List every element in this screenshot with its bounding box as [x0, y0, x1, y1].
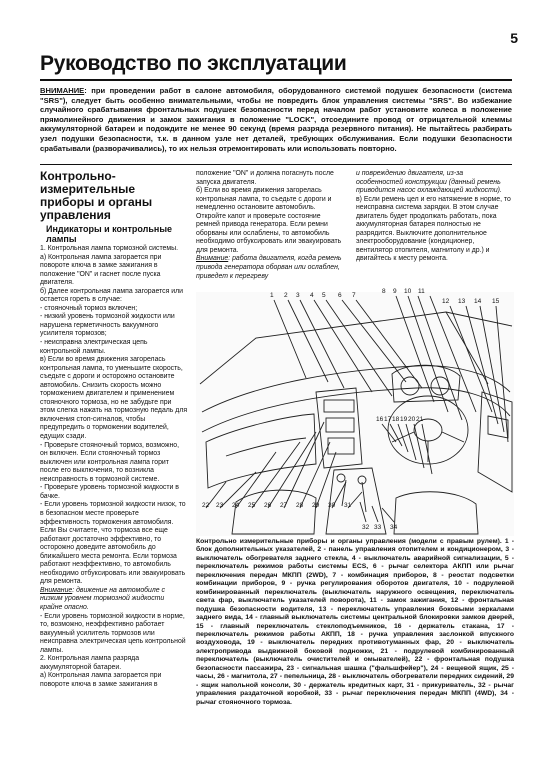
- note-text: : работа двигателя, когда ремень привода генератора оборван или ослаблен, приведет к перегреву: [196, 255, 342, 280]
- callout-17: 17: [384, 416, 392, 423]
- page-title: Руководство по эксплуатации: [40, 52, 347, 75]
- note-lead: Внимание: [40, 586, 73, 594]
- callout-20: 20: [408, 416, 416, 423]
- callout-10: 10: [404, 288, 412, 295]
- callout-13: 13: [458, 298, 466, 305]
- callout-29: 29: [312, 502, 320, 509]
- subsection-heading: Индикаторы и контрольные лампы: [46, 224, 173, 244]
- note-lead: Внимание: [196, 255, 229, 263]
- belt-note: [196, 255, 346, 281]
- callout-11: 11: [418, 288, 425, 295]
- callout-24: 24: [232, 502, 240, 509]
- column-2-body: положение "ON" и должна погаснуть после запуска двигателя. б) Если во время движения загорелась контрольная лампа, то съедьте с дороги и немедленно остановите автомобиль. Откройте капот и проверьте состояние ремней привода генератора. Если ремни оборваны или ослаблены, то автомобиль необходимо отбуксировать или эвакуировать для ремонта.: [196, 170, 342, 254]
- note-text: : движение на автомобиле с низким уровнем тормозной жидкости крайне опасно.: [40, 586, 165, 611]
- callout-8: 8: [382, 288, 386, 295]
- callout-30: 30: [328, 502, 336, 509]
- callout-12: 12: [442, 298, 450, 305]
- page-number: 5: [510, 30, 518, 46]
- diagram-caption: Контрольно измерительные приборы и органы управления (модели с правым рулем). 1 - блок дополнительных указателей, 2 - панель управления отопителем и кондиционером, 3 - выключатель обогревателя заднего стекла, 4 - выключатель аварийной сигнализации, 5 - переключатель режимов работы системы ECS, 6 - рычаг селектора АКПП или рычаг переключения передач МКПП (2WD), 7 - комбинация приборов, 8 - реостат подсветки комбинации приборов, 9 - ручка регулирования оборотов двигателя, 10 - подрулевой комбинированный переключатель (выключатель наружного освещения, переключатель света фар, выключатель указателей поворота), 11 - замок зажигания, 12 - фронтальная подушка безопасности водителя, 13 - переключатель управления боковыми зеркалами заднего вида, 14 - главный выключатель системы центральной блокировки замков дверей, 15 - главный переключатель стеклоподъемников, 16 - держатель стакана, 17 - переключатель режимов работы АКПП, 18 - ручка управления заслонкой впускного воздуховода, 19 - выключатель передних противотуманных фар, 20 - выключатель электропривода выдвижной боковой подножки, 21 - подрулевой комбинированный переключатель (выключатель очистителей и омывателей), 22 - фронтальная подушка безопасности пассажира, 23 - сигнальная шашка ("фальшфейер"), 24 - вещевой ящик, 25 - часы, 26 - магнитола, 27 - пепельница, 28 - выключатель обогреватели передних сидений, 29 - ящик напольной консоли, 30 - держатель кредитных карт, 31 - прикуриватель, 32 - рычаг управления раздаточной коробкой, 33 - рычаг переключения передач МКПП (4WD), 34 - рычаг стояночного тормоза.: [196, 538, 514, 706]
- callout-34: 34: [390, 524, 398, 531]
- column-1-body: 1. Контрольная лампа тормозной системы. а) Контрольная лампа загорается при повороте ключа в замке зажигания в положение "ON" и гаснет после пуска двигателя. б) Далее контрольная лампа загорается или остается гореть в случае: - стояночный тормоз включен; - низкий уровень тормозной жидкости или нарушена герметичность вакуумного усилителя тормозов; - неисправна электрическая цепь контрольной лампы. в) Если во время движения загорелась контрольная лампа, то уменьшите скорость, съедьте с дороги и осторожно остановите автомобиль. Снизить скорость можно торможением двигателем и применением стояночного тормоза, но не забудьте при этом слегка нажать на тормозную педаль для включения стоп-сигналов, чтобы предупредить о торможении водителей, едущих сзади. - Проверьте стояночный тормоз, возможно, он включен. Если стояночный тормоз выключен или контрольная лампа горит после его выключения, то возникла неисправность в тормозной системе. - Проверьте уровень тормозной жидкости в бачке. - Если уровень тормозной жидкости низок, то в безопасном месте проверьте эффективность торможения автомобиля. Если Вы считаете, что тормоза все еще работают достаточно эффективно, то осторожно доведите автомобиль до ближайшего места ремонта. Если тормоза работают неэффективно, то автомобиль необходимо отбуксировать или эвакуировать для ремонта.: [40, 245, 188, 586]
- callout-32: 32: [362, 524, 370, 531]
- brake-fluid-note: [40, 587, 188, 613]
- section-heading: Контрольно-измерительные приборы и органы управления: [40, 169, 153, 222]
- column-3: [356, 170, 512, 264]
- column-3-body: в) Если ремень цел и его натяжение в норме, то неисправна система зарядки. В этом случае двигатель будет продолжать работать, пока аккумуляторная батарея полностью не разрядится. Выключите дополнительное электрооборудование (кондиционер, вентилятор отопителя, магнитолу и др.) и двигайтесь к месту ремонта.: [356, 195, 511, 263]
- callout-9: 9: [393, 288, 397, 295]
- callout-15: 15: [492, 298, 500, 305]
- title-rule: [40, 79, 512, 81]
- dashboard-diagram: [196, 288, 514, 536]
- callout-1: 1: [270, 292, 274, 299]
- callout-23: 23: [216, 502, 224, 509]
- callout-5: 5: [322, 292, 326, 299]
- callout-31: 31: [344, 502, 352, 509]
- callout-7: 7: [352, 292, 356, 299]
- callout-2: 2: [284, 292, 288, 299]
- callout-16: 16: [376, 416, 384, 423]
- warning-lead: ВНИМАНИЕ: [40, 86, 85, 95]
- warning-rule: [40, 164, 512, 165]
- callout-27: 27: [280, 502, 288, 509]
- callout-14: 14: [474, 298, 482, 305]
- callout-18: 18: [392, 416, 400, 423]
- callout-33: 33: [374, 524, 382, 531]
- callout-25: 25: [248, 502, 256, 509]
- column-3-note: и повреждению двигателя, из-за особенностей конструкции (данный ремень приводится насос охлаждающей жидкости).: [356, 170, 502, 195]
- callout-28: 28: [296, 502, 304, 509]
- callout-26: 26: [264, 502, 272, 509]
- callout-19: 19: [400, 416, 408, 423]
- callout-22: 22: [202, 502, 210, 509]
- callout-4: 4: [310, 292, 314, 299]
- warning-paragraph: [40, 86, 512, 153]
- dashboard-drawing: [196, 292, 514, 536]
- column-2: [196, 170, 346, 281]
- callout-6: 6: [338, 292, 342, 299]
- callout-3: 3: [296, 292, 300, 299]
- callout-21: 21: [416, 416, 424, 423]
- column-1-body-continued: - Если уровень тормозной жидкости в норме, то, возможно, неэффективно работает вакуумный усилитель тормозов или неисправна электрическая цепь контрольной лампы. 2. Контрольная лампа разряда аккумуляторной батареи. а) Контрольная лампа загорается при повороте ключа в замке зажигания в: [40, 612, 186, 688]
- warning-text: : при проведении работ в салоне автомобиля, оборудованного системой подушек безопасности (система "SRS"), следует быть особенно внимательными, чтобы не повредить блок управления системы "SRS". Во избежание случайного срабатывания фронтальных подушек безопасности перед началом работ установите колеса в положение прямолинейного движения и замок зажигания в положение "LOCK", отсоедините провод от отрицательной клеммы аккумуляторной батареи и подождите не менее 90 секунд (время разряда резервного питания). Не пытайтесь разбирать узел подушки безопасности, т.к. в данном узле нет деталей, требующих обслуживания. Если подушки безопасности срабатывали (разворачивались), то их нельзя отремонтировать или использовать повторно.: [40, 86, 512, 153]
- column-1: [40, 170, 188, 689]
